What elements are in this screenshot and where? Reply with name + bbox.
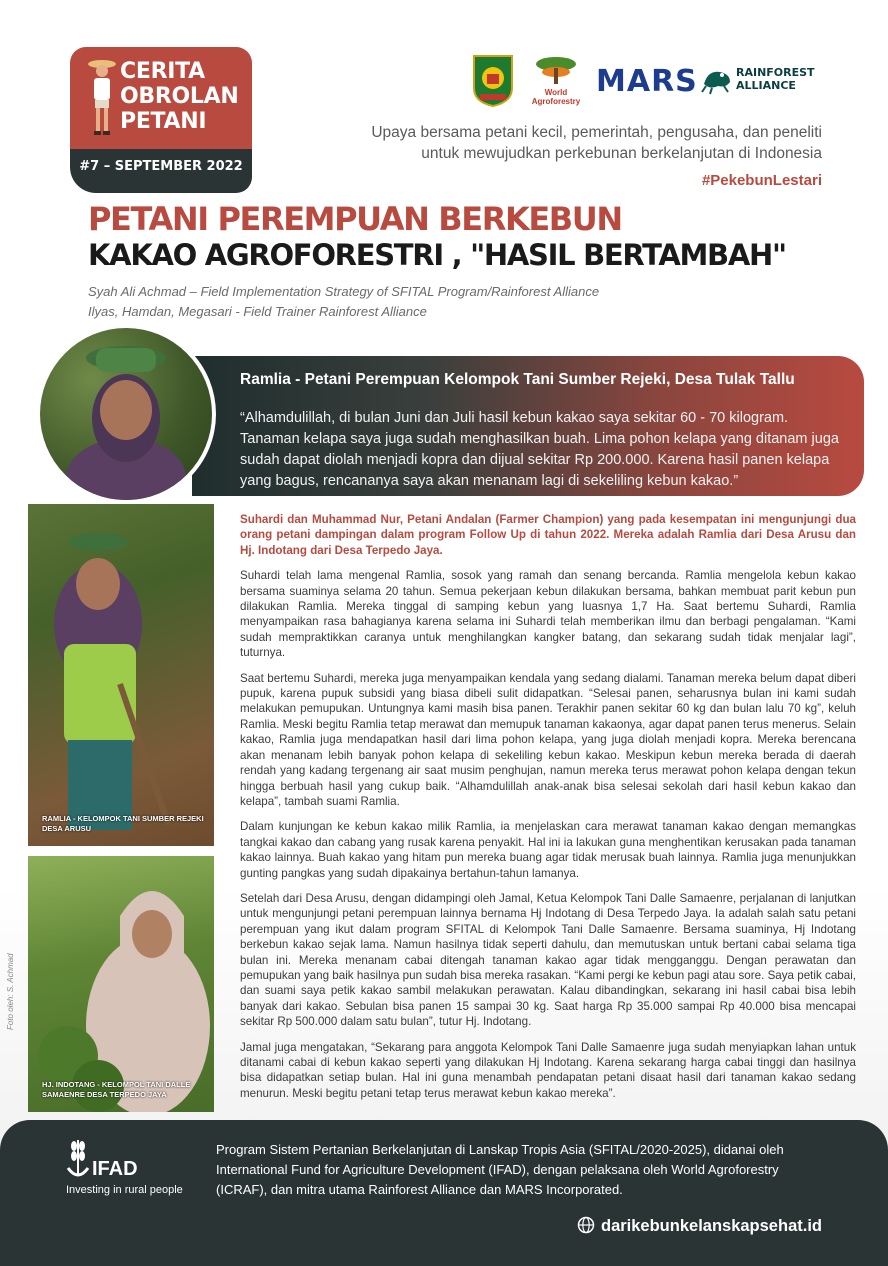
ifad-name: IFAD — [92, 1158, 138, 1180]
farmer-icon — [86, 57, 118, 137]
article-paragraph-3: Dalam kunjungan ke kebun kakao milik Ramlia, ia menjelaskan cara merawat tanaman kakao dengan memangkas tangkai kakao dan cabang yang rusak karena penyakit. Hal ini ia lakukan guna menghentikan kerusakan pada tanaman kakao lainnya. Buah kakao yang hitam pun mereka buang agar tidak merusak buah lainnya. Ramlia juga menunjukkan gunting pangkas yang sudah dipakainya bertahun-tahun lamanya. — [240, 820, 856, 880]
portrait-photo — [40, 328, 212, 500]
photo-caption-ramlia: RAMLIA - KELOMPOK TANI SUMBER REJEKI DESA ARUSU — [42, 814, 204, 833]
photo-caption-indotang: HJ. INDOTANG - KELOMPOL TANI DALLE SAMAENRE DESA TERPEDO JAYA — [42, 1080, 191, 1099]
article-body — [240, 512, 856, 1111]
byline — [88, 282, 599, 322]
mars-logo: MARS — [596, 64, 698, 99]
quote-speaker: Ramlia - Petani Perempuan Kelompok Tani Sumber Rejeki, Desa Tulak Tallu — [240, 371, 795, 388]
headline-line-1: PETANI PEREMPUAN BERKEBUN — [88, 200, 622, 238]
rainforest-alliance-logo-text: RAINFOREST ALLIANCE — [736, 66, 815, 92]
article-paragraph-2: Saat bertemu Suhardi, mereka juga menyampaikan kendala yang sedang dialami. Tanaman mereka belum dapat diberi pupuk, karena pupuk subsidi yang biasa dibeli sulit didapatkan. “Selesai panen, seharusnya bulan ini kami sudah melakukan pemupukan. Untungnya kami masih bisa panen. Terakhir panen sekitar 60 kg dan bulan lalu 70 kg”, keluh Ramlia. Meski begitu Ramlia tetap merawat dan memupuk tanaman kakaonya, agar dapat panen terus menerus. Selain kakao, Ramlia juga mendapatkan hasil dari lima pohon kelapa, yang juga diolah menjadi kopra. Mereka berencana akan menanam lebih banyak pohon kelapa di sekeliling kebun kakao. Meskipun kebun mereka berada di daerah rendah yang kadang tergenang air saat musim penghujan, namun mereka terus merawat pohon kelapa dengan tekun hingga berbuah hasil yang cukup baik. “Alhamdulillah anak-anak bisa selesai sekolah dari hasil kebun kakao dan kelapa”, tambah suami Ramlia. — [240, 671, 856, 808]
quote-text: “Alhamdulillah, di bulan Juni dan Juli hasil kebun kakao saya sekitar 60 - 70 kilogram. Tanaman kelapa saya juga sudah menghasilkan buah. Lima pohon kelapa yang ditanam juga sudah dapat diolah menjadi kopra dan dijual sekitar Rp 200.000. Karena hasil panen kelapa yang bagus, rencananya saya akan menanam lagi di sekeliling kebun kakao.” — [240, 410, 839, 489]
article-lead: Suhardi dan Muhammad Nur, Petani Andalan (Farmer Champion) yang pada kesempatan ini mengunjungi dua orang petani dampingan dalam program Follow Up di tahun 2022. Mereka adalah Ramlia dari Desa Arusu dan Hj. Indotang dari Desa Terpedo Jaya. — [240, 513, 856, 557]
badge-title: CERITA OBROLAN PETANI — [120, 59, 239, 134]
photo-ramlia-illustration — [28, 504, 214, 846]
ifad-tagline: Investing in rural people — [66, 1184, 183, 1196]
series-badge — [70, 47, 252, 193]
headline-line-2: KAKAO AGROFORESTRI , "HASIL BERTAMBAH" — [88, 238, 786, 272]
photo-ramlia — [28, 504, 214, 846]
footer-website-label[interactable]: darikebunkelanskapsehat.id — [600, 1217, 822, 1235]
photo-credit: Foto oleh: S. Achmad — [6, 953, 15, 1030]
photo-indotang-illustration — [28, 856, 214, 1112]
world-agroforestry-logo-text: World Agroforestry — [531, 88, 581, 106]
article-paragraph-4: Setelah dari Desa Arusu, dengan didampingi oleh Jamal, Ketua Kelompok Tani Dalle Samaenre, perjalanan di lanjutkan untuk mengunjungi petani perempuan lainnya bernama Hj Indotang di Desa Terpedo Jaya. Ia adalah salah satu petani perempuan yang ikut dalam program SFITAL di Kelompok Tani Dalle Samaenre. Bersama suaminya, Hj Indotang berkebun kakao sejak lama. Namun hasilnya tidak seperti dahulu, dan memutuskan untuk bertani cabai selama tiga bulan ini. Mereka menanam cabai ditengah tanaman kakao agar tidak mengganggu. Dengan perawatan dan pemupukan yang baik hasilnya pun sudah bisa mereka rasakan. “Kami pergi ke kebun pagi atau sore. Saya petik cabai, dan suami saya petik kakao sambil melakukan perawatan. Kalau dibandingkan, sekarang ini hasil cabai bisa lebih banyak dari kakao. Sebulan bisa panen 15 sampai 30 kg. Saat harga Rp 35.000 sampai Rp 40.000 bisa mencapai sekitar Rp 500.000 dalam satu bulan”, tutur Hj. Indotang. — [240, 891, 856, 1029]
footer-description: Program Sistem Pertanian Berkelanjutan di Lanskap Tropis Asia (SFITAL/2020-2025), didanai oleh International Fund for Agriculture Development (IFAD), dengan pelaksana oleh World Agroforestry (ICRAF), dan mitra utama Rainforest Alliance dan MARS Incorporated. — [216, 1142, 784, 1197]
article-paragraph-1: Suhardi telah lama mengenal Ramlia, sosok yang ramah dan senang bercanda. Ramlia mengelola kebun kakao bersama suaminya selama 20 tahun. Semua pekerjaan kebun dilakukan bersama, bahkan membuat parit kebun pun dilakukan Ramlia. Mereka tinggal di samping kebun yang luasnya 1,7 Ha. Saat bertemu Suhardi, Ramlia menyampaikan rasa bahagianya karena selama ini Suhardi telah memberikan ilmu dan berbagi pengalaman. “Kami sudah mempraktikkan caranya untuk menghilangkan kangker batang, dan sekarang sudah tidak menjalar lagi”, tuturnya. — [240, 569, 856, 660]
hashtag: #PekebunLestari — [701, 172, 822, 189]
byline-trainers: Ilyas, Hamdan, Megasari - Field Trainer Rainforest Alliance — [88, 304, 427, 319]
badge-issue: #7 – SEPTEMBER 2022 — [79, 159, 243, 174]
photo-indotang — [28, 856, 214, 1112]
byline-author: Syah Ali Achmad – Field Implementation Strategy of SFITAL Program/Rainforest Alliance — [88, 284, 600, 299]
tagline: Upaya bersama petani kecil, pemerintah, pengusaha, dan peneliti untuk mewujudkan perkebunan berkelanjutan di Indonesia — [371, 124, 822, 162]
portrait-illustration — [40, 328, 212, 500]
globe-icon — [577, 1216, 595, 1234]
footer-website[interactable] — [577, 1216, 822, 1236]
government-emblem-icon — [470, 54, 516, 108]
article-paragraph-5: Jamal juga mengatakan, “Sekarang para anggota Kelompok Tani Dalle Samaenre juga sudah menyiapkan lahan untuk ditanami cabai di kebun kakao seperti yang dilakukan Hj Indotang. Karena sekarang harga cabai tinggi dan hasilnya bisa didapatkan setiap bulan. Hal ini guna menambah pendapatan petani disaat hasil dari tanaman kakao sedang menurun. Meski begitu petani tetap terus merawat kebun kakao mereka”. — [240, 1040, 856, 1100]
rainforest-alliance-frog-icon — [700, 62, 734, 96]
